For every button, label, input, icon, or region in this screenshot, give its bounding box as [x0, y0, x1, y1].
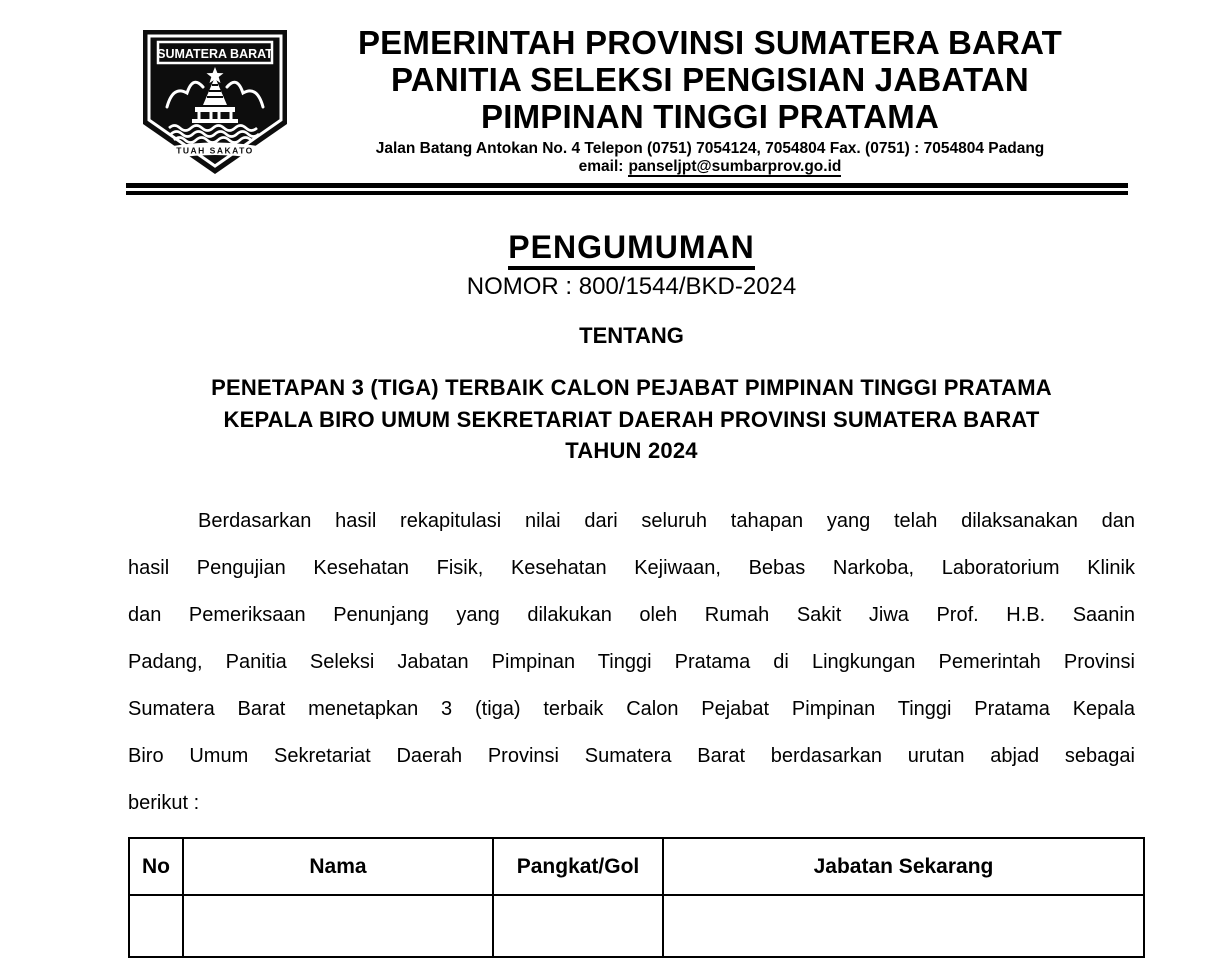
tentang-wrap — [128, 324, 1135, 348]
body-line: berikut : — [128, 780, 1135, 827]
subject-line-1: PENETAPAN 3 (TIGA) TERBAIK CALON PEJABAT PIMPINAN TINGGI PRATAMA — [128, 372, 1135, 404]
col-header-no: No — [129, 838, 183, 895]
body-line: Biro Umum Sekretariat Daerah Provinsi Sumatera Barat berdasarkan urutan abjad sebagai — [128, 733, 1135, 780]
candidates-table — [128, 837, 1145, 958]
email-link[interactable]: panseljpt@sumbarprov.go.id — [628, 158, 841, 177]
sumatera-barat-seal-logo — [137, 27, 293, 177]
org-name-line-2: PANITIA SELEKSI PENGISIAN JABATAN — [285, 61, 1135, 98]
seal-motto-text: TUAH SAKATO — [176, 146, 254, 156]
letterhead — [285, 24, 1135, 176]
body-line: Sumatera Barat menetapkan 3 (tiga) terbaik Calon Pejabat Pimpinan Tinggi Pratama Kepala — [128, 686, 1135, 733]
body-paragraph — [128, 498, 1135, 827]
col-header-nama: Nama — [183, 838, 493, 895]
letterhead-divider — [126, 183, 1128, 195]
announcement-subject — [128, 372, 1135, 467]
subject-line-3: TAHUN 2024 — [128, 435, 1135, 467]
address-line: Jalan Batang Antokan No. 4 Telepon (0751) 7054124, 7054804 Fax. (0751) : 7054804 Padang — [285, 139, 1135, 158]
body-line: Padang, Panitia Seleksi Jabatan Pimpinan Tinggi Pratama di Lingkungan Pemerintah Provinsi — [128, 639, 1135, 686]
body-line: dan Pemeriksaan Penunjang yang dilakukan oleh Rumah Sakit Jiwa Prof. H.B. Saanin — [128, 592, 1135, 639]
col-header-pangkat-gol: Pangkat/Gol — [493, 838, 663, 895]
announcement-title: PENGUMUMAN — [508, 230, 754, 270]
announcement-title-wrap — [128, 230, 1135, 270]
subject-line-2: KEPALA BIRO UMUM SEKRETARIAT DAERAH PROVINSI SUMATERA BARAT — [128, 404, 1135, 436]
org-name-line-1: PEMERINTAH PROVINSI SUMATERA BARAT — [285, 24, 1135, 61]
shield-emblem-icon — [137, 27, 293, 177]
seal-banner-text: SUMATERA BARAT — [157, 47, 273, 61]
table-row — [129, 895, 1144, 957]
table-header-row — [129, 838, 1144, 895]
body-line: Berdasarkan hasil rekapitulasi nilai dari seluruh tahapan yang telah dilaksanakan dan — [128, 498, 1135, 545]
announcement-number: NOMOR : 800/1544/BKD-2024 — [467, 273, 797, 300]
body-line: hasil Pengujian Kesehatan Fisik, Kesehatan Kejiwaan, Bebas Narkoba, Laboratorium Klinik — [128, 545, 1135, 592]
table-cell — [129, 895, 183, 957]
tentang-label: TENTANG — [579, 323, 684, 348]
table-cell — [183, 895, 493, 957]
email-label: email: — [579, 158, 624, 175]
org-name-line-3: PIMPINAN TINGGI PRATAMA — [285, 98, 1135, 135]
announcement-number-wrap — [128, 274, 1135, 300]
table-cell — [493, 895, 663, 957]
email-line — [285, 158, 1135, 176]
col-header-jabatan-sekarang: Jabatan Sekarang — [663, 838, 1144, 895]
table-cell — [663, 895, 1144, 957]
